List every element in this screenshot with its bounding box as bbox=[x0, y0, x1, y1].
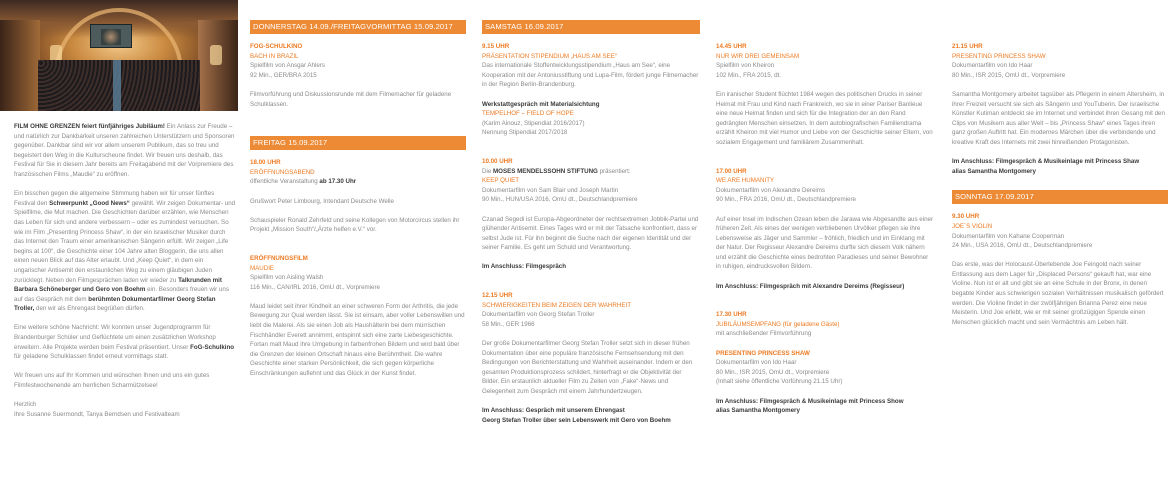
event-subtitle: TEMPELHOF – FIELD OF HOPE bbox=[482, 110, 574, 118]
event-details: 102 Min., FRA 2015, dt. bbox=[716, 71, 782, 79]
event-film-title: PRESENTING PRINCESS SHAW bbox=[716, 349, 810, 357]
intro-p1-text: Ein Anlass zur Freude – und natürlich zur Dankbarkeit unseren zahlreichen Unterstützern und Sponsoren gegenüber. Dankbar sind wir vor allem unserem Publikum, das so treu und begeistert den Weg in die Kulturscheune findet. Wir freuen uns deshalb, das Festival für Sie in diesem Jahr bereits am Freitagabend mit der Vorpremiere des französischen Films „Maudie“ zu eröffnen. bbox=[14, 123, 235, 178]
event-nur-wir-drei bbox=[716, 42, 934, 148]
event-details: 92 Min., GER/BRA 2015 bbox=[250, 71, 317, 79]
event-title: BACH IN BRAZIL bbox=[250, 52, 299, 60]
day-header-thursday: DONNERSTAG 14.09./FREITAGVORMITTAG 15.09.2017 bbox=[250, 20, 466, 34]
intro-p2-d: den wir als Ehrengast begrüßen dürfen. bbox=[34, 305, 145, 313]
photo-aisle bbox=[113, 60, 121, 111]
event-followup: alias Samantha Montgomery bbox=[716, 407, 800, 415]
event-director: Dokumentarfilm von Kahane Cooperman bbox=[952, 232, 1065, 240]
intro-p3-b: für geladene Schulklassen findet erneut vormittags statt. bbox=[14, 353, 169, 361]
event-keep-quiet bbox=[482, 157, 700, 272]
day-header-sunday: SONNTAG 17.09.2017 bbox=[952, 190, 1168, 204]
event-time: 9.30 UHR bbox=[952, 213, 980, 221]
event-note: (Inhalt siehe öffentliche Vorführung 21.15 Uhr) bbox=[716, 378, 843, 386]
event-director: Dokumentarfilm von Ido Haar bbox=[952, 62, 1033, 70]
intro-text bbox=[0, 111, 238, 419]
intro-p2-c: ein. Besonders freuen wir uns auf das Gespräch mit dem bbox=[14, 286, 229, 303]
saturday-column-1 bbox=[482, 20, 700, 425]
event-details: 80 Min., ISR 2015, OmU dt., Vorpremiere bbox=[716, 368, 830, 376]
event-details: (Karim Ainouz, Stipendiat 2016/2017) bbox=[482, 119, 585, 127]
event-time: 10.00 UHR bbox=[482, 157, 513, 165]
event-title: JUBILÄUMSEMPFANG (für geladene Gäste) bbox=[716, 320, 840, 328]
event-details: 58 Min., GER 1966 bbox=[482, 320, 535, 328]
saturday-sunday-column bbox=[952, 42, 1168, 327]
event-details: Nennung Stipendiat 2017/2018 bbox=[482, 129, 568, 137]
event-presenter-b: präsentiert: bbox=[597, 167, 631, 175]
event-details: 116 Min., CAN/IRL 2016, OmU dt., Vorpremiere bbox=[250, 283, 380, 291]
event-followup: Im Anschluss: Filmgespräch bbox=[482, 263, 567, 271]
intro-p2-focus: Schwerpunkt „Good News“ bbox=[49, 199, 130, 207]
event-label: ERÖFFNUNGSFILM bbox=[250, 254, 308, 262]
intro-paragraph-1 bbox=[14, 122, 236, 180]
intro-signature: Ihre Susanne Suermondt, Tanya Berndsen und Festivalteam bbox=[14, 410, 180, 418]
intro-p2-talkrunden: Talkrunden mit Barbara Schöneberger und Gero von Boehm bbox=[14, 276, 222, 294]
photo-cinema-screen bbox=[90, 24, 132, 48]
photo-wall-right bbox=[198, 20, 238, 111]
event-eroeffnungsabend bbox=[250, 158, 466, 235]
festival-hall-photo bbox=[0, 0, 238, 111]
event-haus-am-see bbox=[482, 42, 700, 138]
event-description: Ein iranischer Student flüchtet 1984 wegen des politischen Drucks in seiner Heimat mit Frau und Kind nach Frankreich, wo sie in einer Pariser Banlieue eine neue Heimat finden und sich für die Integration der an den Rand gedrängten Menschen einsetzen. In dem autobiografischen Familiendrama erzählt Kheiron mit viel Humor und Liebe von der Geschichte seiner Eltern, von sozialem Engagement und familiärem Zusammenhalt. bbox=[716, 90, 933, 146]
event-time: 18.00 UHR bbox=[250, 159, 281, 167]
event-description: Das erste, was der Holocaust-Überlebende Joe Feingold nach seiner Entlassung aus dem Lager für „Displaced Persons“ gekauft hat, war eine Violine. Nun ist er alt und gibt sie an eine Schule in der Bronx, in denen begabte Kinder aus schwierigen sozialen Verhältnissen musikalisch gefördert werden. Die Violine findet in der zwölfjährigen Brianna Perez eine neue Meisterin. Und Joe erlebt, wie er mit seiner großzügigen Spende einen Menschen glücklich macht und sein Vermächtnis am Leben hält. bbox=[952, 261, 1164, 326]
event-princess-shaw bbox=[952, 42, 1168, 176]
event-director: Spielfilm von Aisling Walsh bbox=[250, 274, 324, 282]
event-title: JOE´S VIOLIN bbox=[952, 222, 993, 230]
event-subheading: Werkstattgespräch mit Materialsichtung bbox=[482, 100, 600, 108]
event-maudie bbox=[250, 254, 466, 379]
event-presenter bbox=[482, 167, 700, 177]
event-title: NUR WIR DREI GEMEINSAM bbox=[716, 52, 800, 60]
intro-paragraph-3 bbox=[14, 323, 236, 361]
event-description: Samantha Montgomery arbeitet tagsüber als Pflegerin in einem Altersheim, in ihrer Freizeit versucht sie sich als Sängerin und YouTuberin. Der israelische Künstler Kutiman entdeckt sie im Internet und verbindet ihren Gesang mit den Clips von Musikern aus aller Welt – bis „Princess Shaw“ eines Tages ihren ganz großen Auftritt hat. Ein modernes Märchen über die verbindende und kreative Kraft des Internets mit zwei hinreißenden Protagonisten. bbox=[952, 90, 1165, 146]
event-director: Dokumentarfilm von Ido Haar bbox=[716, 359, 797, 367]
event-director: Dokumentarfilm von Sam Blair und Joseph Martin bbox=[482, 186, 619, 194]
thursday-friday-column bbox=[250, 20, 466, 379]
event-title: KEEP QUIET bbox=[482, 177, 520, 185]
event-director: Dokumentarfilm von Georg Stefan Troller bbox=[482, 311, 595, 319]
event-director: Dokumentarfilm von Alexandre Dereims bbox=[716, 186, 826, 194]
intro-paragraph-2 bbox=[14, 189, 236, 314]
event-time: 9.15 UHR bbox=[482, 43, 510, 50]
event-title: WE ARE HUMANITY bbox=[716, 177, 775, 185]
event-title: PRESENTING PRINCESS SHAW bbox=[952, 52, 1046, 60]
event-title: SCHWIERIGKEITEN BEIM ZEIGEN DER WAHRHEIT bbox=[482, 301, 631, 309]
saturday-column-2 bbox=[716, 42, 934, 416]
photo-lamp-right bbox=[210, 45, 222, 65]
event-details bbox=[250, 177, 466, 187]
event-description: Maud leidet seit ihrer Kindheit an einer schweren Form der Arthritis, die jede Bewegung zur Qual werden lässt. Sie ist einsam, aber voller Lebenswillen und liebt die Malerei. Als sie einen Job als Haushälterin bei dem mürrischen Fischhändler Everett annimmt, entspinnt sich eine zarte Liebesgeschichte. Fortan malt Maud ihre Umgebung in farbenfrohen Bildern und wird bald über die Grenzen der kleinen Ortschaft hinaus eine Berühmtheit. Die wahre Geschichte einer starken Persönlichkeit, die sich gegen körperliche Einschränkungen auflehnt und das Glück in der Kunst findet. bbox=[250, 302, 465, 378]
intro-p3-schulkino: FoG-Schulkino bbox=[190, 343, 235, 351]
event-title: ERÖFFNUNGSABEND bbox=[250, 168, 315, 176]
day-header-friday: FREITAG 15.09.2017 bbox=[250, 136, 466, 150]
event-joes-violin bbox=[952, 212, 1168, 327]
event-followup: Georg Stefan Troller über sein Lebenswerk mit Gero von Boehm bbox=[482, 416, 671, 424]
day-header-saturday: SAMSTAG 16.09.2017 bbox=[482, 20, 700, 34]
event-start-time: ab 17.30 Uhr bbox=[319, 178, 357, 186]
intro-p2-b: gewählt. Wir zeigen Dokumentar- und Spielfilme, die Mut machen. Die Geschichten darüber erzählen, wie Menschen das Leben für sich und andere verbessern – oder es zumindest versuchen. So wie im Film „Presenting Princess Shaw“, in der ein israelischer Musiker durch das Internet den Traum einer amerikanischen Sängerin erfüllt. Wir zeigen „Life begins at 100“, die Geschichte einer 104 Jahre alten Bloggerin, die uns allen einen neuen Blick auf das Alter erlaubt. Und „Keep Quiet“, in dem ein ungarischer Antisemit den erstaunlichen Weg zu einem gläubigen Juden zurücklegt. Neben den Filmgesprächen laden wir wieder zu bbox=[14, 199, 236, 284]
event-description: Das internationale Stoffentwicklungsstipendium „Haus am See“, eine Kooperation mit der Antoniusstiftung und Lupa-Film, fördert junge Filmemacher in der Region Berlin-Brandenburg. bbox=[482, 62, 699, 89]
event-we-are-humanity bbox=[716, 167, 934, 292]
intro-paragraph-4: Wir freuen uns auf Ihr Kommen und wünschen Ihnen und uns ein gutes Filmfestwochenende am herrlichen Scharmützelsee! bbox=[14, 372, 210, 390]
event-label: FOG-SCHULKINO bbox=[250, 43, 303, 50]
event-details: 90 Min., FRA 2016, OmU dt., Deutschlandpremiere bbox=[716, 196, 856, 204]
event-director: Spielfilm von Ansgar Ahlers bbox=[250, 62, 325, 70]
event-details: mit anschließender Filmvorführung bbox=[716, 330, 812, 338]
event-title: MAUDIE bbox=[250, 264, 275, 272]
intro-p3-a: Eine weitere schöne Nachricht: Wir konnten unser Jugendprogramm für Brandenburger Schüler und Geflüchtete um einen zusätzlichen Workshop erweitern. Alle Projekte werden beim Festival präsentiert. Unser bbox=[14, 324, 216, 351]
event-description: Auf einer Insel im Indischen Ozean leben die Jarawa wie Abgesandte aus einer früheren Zeit. Als eines der wenigen verbliebenen Urvölker pflegen sie ihre Lebensweise als Jäger und Sammler – fröhlich, friedlich und im Einklang mit der Natur. Der Regisseur Alexandre Dereims durfte sich diesem Volk nähern und erzählt die Geschichte eines bedrohten Paradieses und seiner Bewohner in ruhigen, eindrucksvollen Bildern. bbox=[716, 215, 934, 271]
event-schulkino bbox=[250, 42, 466, 109]
event-description: Filmvorführung und Diskussionsrunde mit dem Filmemacher für geladene Schulklassen. bbox=[250, 90, 452, 108]
event-director: Spielfilm von Kheiron bbox=[716, 62, 775, 70]
event-details: 90 Min., HUN/USA 2016, OmU dt., Deutschlandpremiere bbox=[482, 196, 638, 204]
event-greeting: Grußwort Peter Limbourg, Intendant Deutsche Welle bbox=[250, 197, 394, 205]
intro-column bbox=[0, 0, 238, 419]
event-time: 17.00 UHR bbox=[716, 167, 747, 175]
intro-greeting: Herzlich bbox=[14, 401, 37, 409]
event-description: Czanad Segedi ist Europa-Abgeordneter der rechtsextremen Jobbik-Partei und glühender Antisemit. Eines Tages wird er mit der Tatsache konfrontiert, dass er selbst Jude ist. Für ihn beginnt die Suche nach der eigenen Identität und der seiner Familie. Es geht um Schuld und Verantwortung. bbox=[482, 215, 699, 252]
intro-p2-troller: berühmten Dokumentarfilmer Georg Stefan Troller, bbox=[14, 295, 216, 313]
event-jubilaeumsempfang bbox=[716, 310, 934, 416]
event-followup: Im Anschluss: Filmgespräch & Musikeinlage mit Princess Shaw bbox=[952, 158, 1140, 166]
event-description: Schauspieler Ronald Zehrfeld und seine Kollegen von Motorcircus stellen ihr Projekt „Mission South“/„Ärzte helfen e.V.“ vor. bbox=[250, 216, 460, 234]
event-time: 14.45 UHR bbox=[716, 43, 747, 50]
event-schwierigkeiten bbox=[482, 291, 700, 425]
event-details: 80 Min., ISR 2015, OmU dt., Vorpremiere bbox=[952, 71, 1066, 79]
event-followup: Im Anschluss: Filmgespräch mit Alexandre Dereims (Regisseur) bbox=[716, 282, 905, 290]
event-presenter-name: MOSES MENDELSSOHN STIFTUNG bbox=[493, 167, 598, 175]
photo-wall-left bbox=[0, 20, 40, 111]
event-time: 17.30 UHR bbox=[716, 311, 747, 319]
event-title: PRÄSENTATION STIPENDIUM „HAUS AM SEE“ bbox=[482, 52, 617, 60]
event-presenter-a: Die bbox=[482, 167, 494, 175]
intro-p2-a: Ein bisschen gegen die allgemeine Stimmung haben wir für unser fünftes Festival den bbox=[14, 190, 215, 207]
event-details: 24 Min., USA 2016, OmU dt., Deutschlandpremiere bbox=[952, 242, 1093, 250]
event-followup: Im Anschluss: Gespräch mit unserem Ehrengast bbox=[482, 407, 625, 415]
event-details-text: öffentliche Veranstaltung bbox=[250, 178, 320, 186]
event-time: 12.15 UHR bbox=[482, 292, 513, 300]
intro-headline: FILM OHNE GRENZEN feiert fünfjähriges Jubiläum! bbox=[14, 123, 165, 130]
event-followup: alias Samantha Montgomery bbox=[952, 167, 1036, 175]
event-followup: Im Anschluss: Filmgespräch & Musikeinlage mit Princess Show bbox=[716, 397, 904, 405]
event-description: Der große Dokumentarfilmer Georg Stefan Troller setzt sich in dieser frühen Dokumentation über eine populäre französische Fernsehsendung mit den Bedingungen von Berichterstattung und Wahrheit auseinander. Indem er den gesamten Produktionsprozess schildert, hinterfragt er die Objektivität der Bilder. Ein erstaunlich aktueller Film zu Zeiten von „Fake“-News und Gelegenheit zum Gespräch mit einem Jahrhundertzeugen. bbox=[482, 340, 693, 395]
event-time: 21.15 UHR bbox=[952, 43, 983, 50]
